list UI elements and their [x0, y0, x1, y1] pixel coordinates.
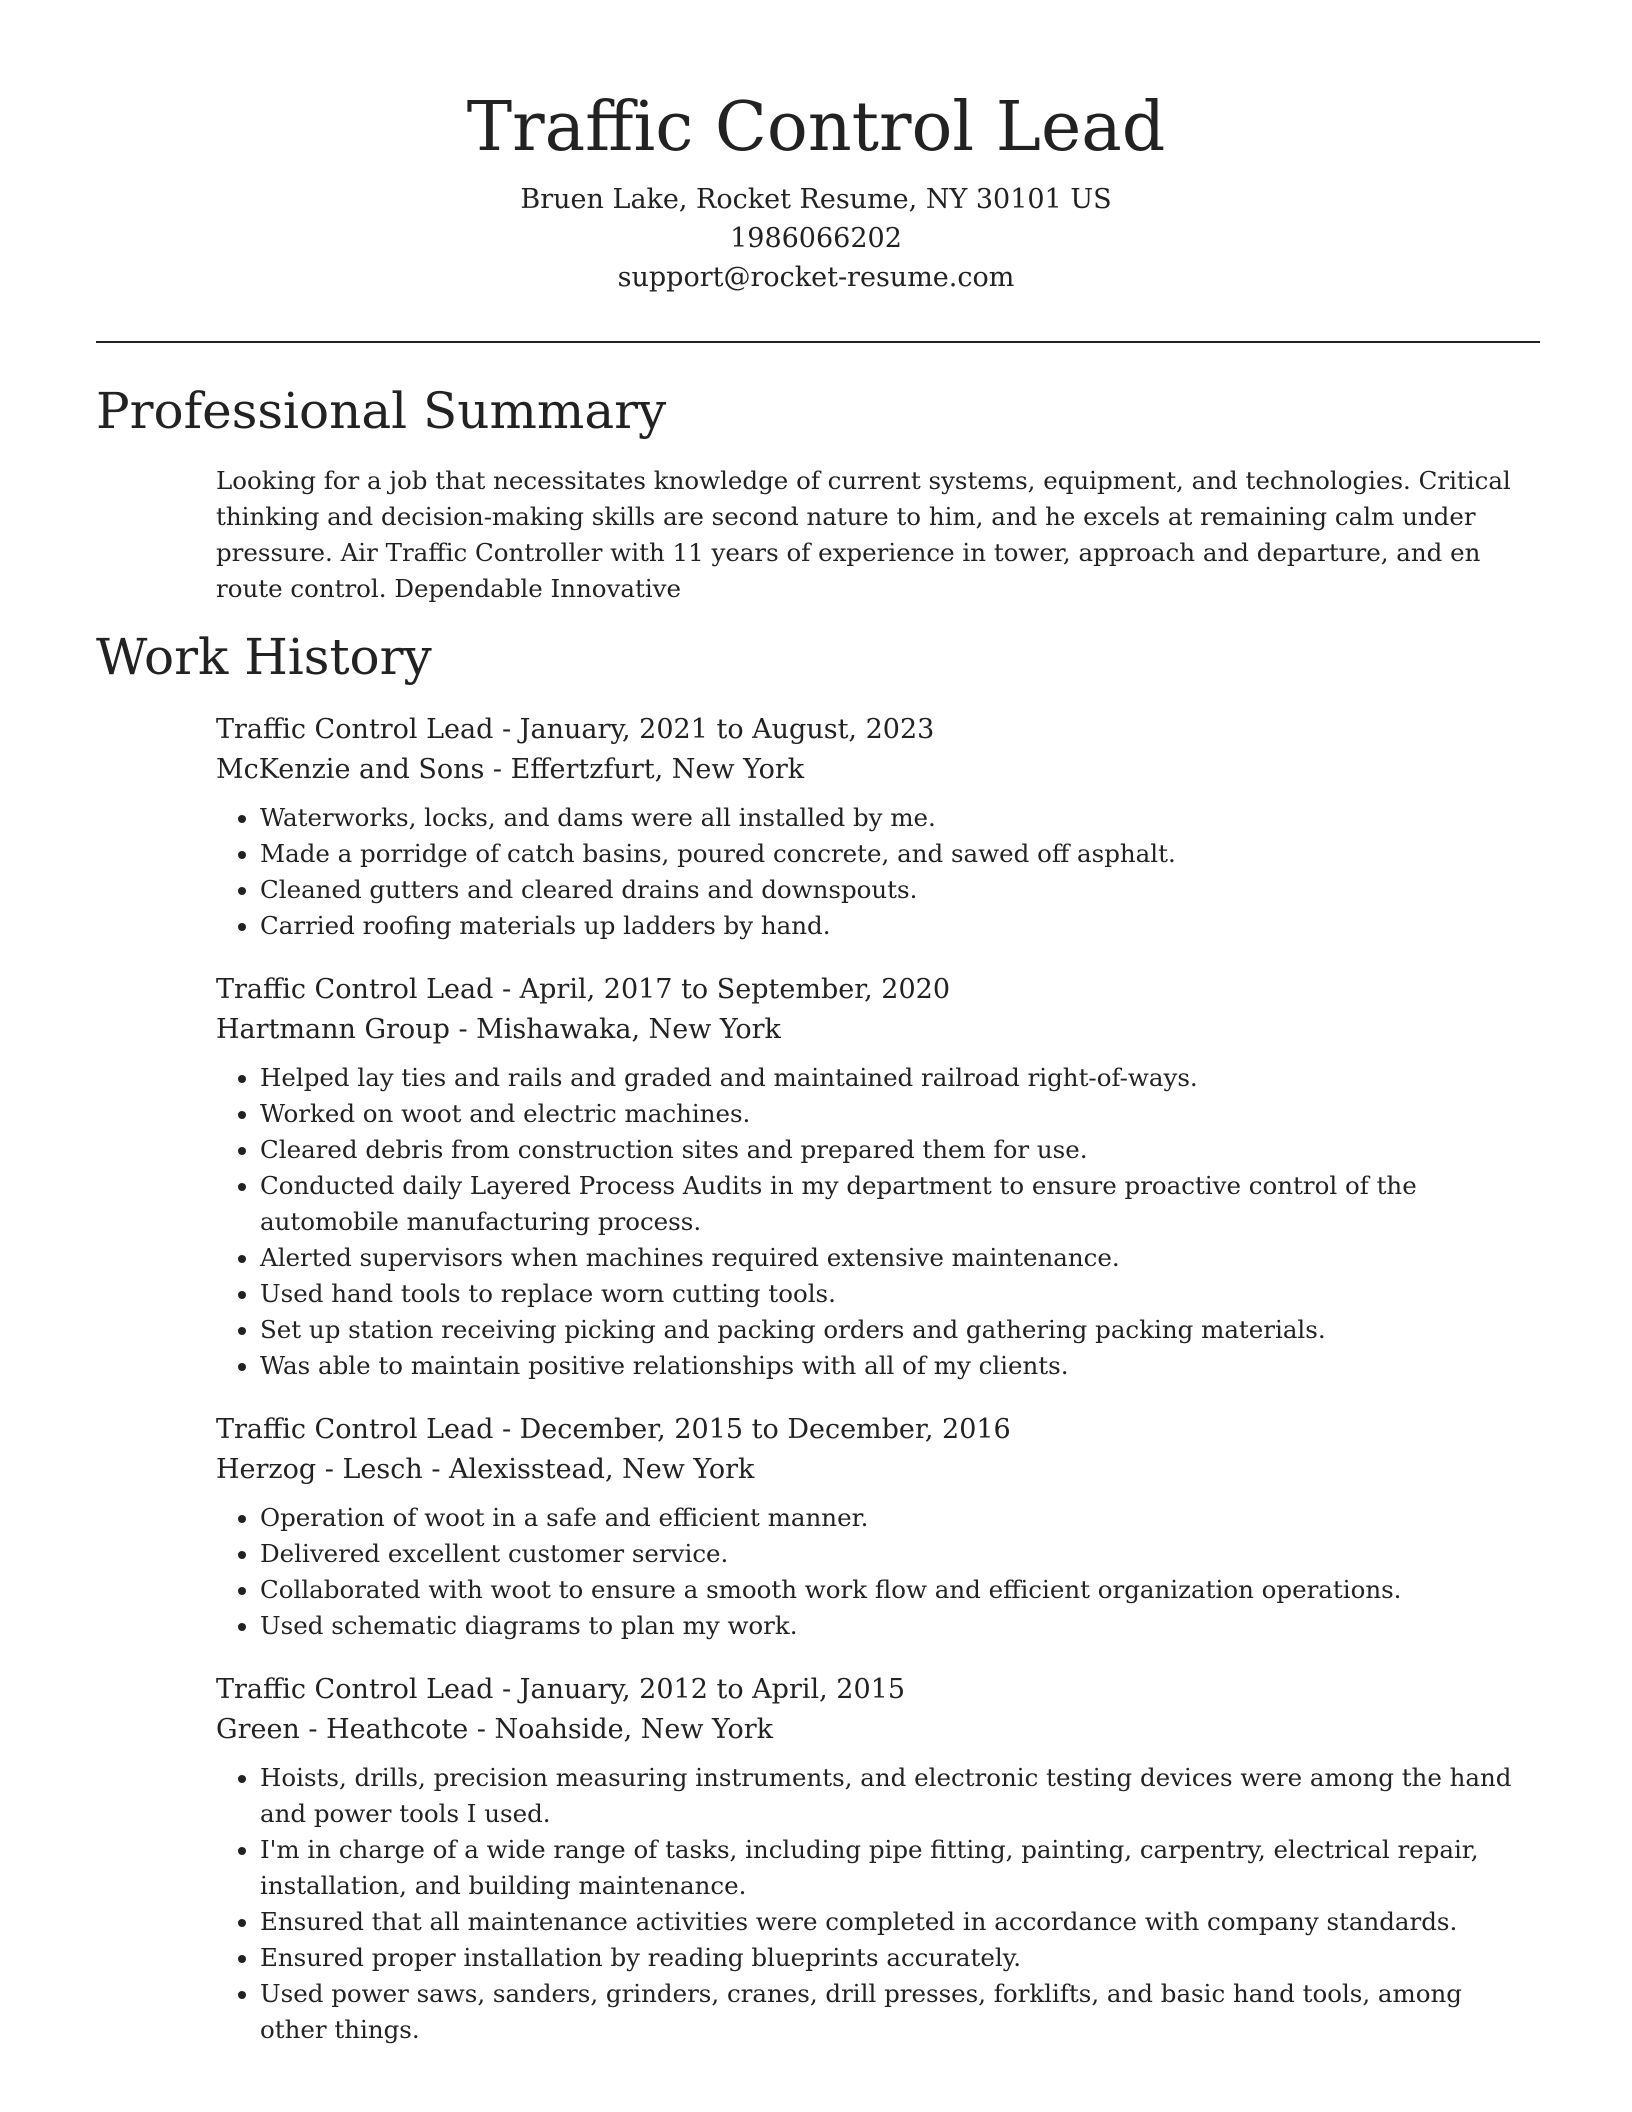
contact-phone: 1986066202 — [730, 223, 902, 254]
job-entry — [216, 1670, 1526, 2048]
contact-email: support@rocket-resume.com — [617, 262, 1015, 293]
job-duty: • Conducted daily Layered Process Audits in my department to ensure proactive control of the automobile manufacturing process. — [260, 1168, 1526, 1240]
job-duty: • Cleaned gutters and cleared drains and downspouts. — [260, 872, 1526, 908]
job-duties — [216, 1500, 1526, 1644]
job-duty: • Cleared debris from construction sites and prepared them for use. — [260, 1132, 1526, 1168]
job-duty: • Hoists, drills, precision measuring instruments, and electronic testing devices were among the hand and power tools I used. — [260, 1760, 1526, 1832]
job-duty: • I'm in charge of a wide range of tasks, including pipe fitting, painting, carpentry, electrical repair, installation, and building maintenance. — [260, 1832, 1526, 1904]
work-history-heading: Work History — [96, 628, 432, 686]
job-duty: • Was able to maintain positive relationships with all of my clients. — [260, 1348, 1526, 1384]
job-duty: • Made a porridge of catch basins, poured concrete, and sawed off asphalt. — [260, 836, 1526, 872]
contact-address: Bruen Lake, Rocket Resume, NY 30101 US — [520, 184, 1112, 215]
job-duties — [216, 800, 1526, 944]
job-duty: • Helped lay ties and rails and graded and maintained railroad right-of-ways. — [260, 1060, 1526, 1096]
job-entry — [216, 710, 1526, 944]
job-duty: • Ensured proper installation by reading blueprints accurately. — [260, 1940, 1526, 1976]
job-duty: • Delivered excellent customer service. — [260, 1536, 1526, 1572]
job-title: Traffic Control Lead - April, 2017 to September, 2020 — [216, 974, 951, 1005]
job-duty: • Waterworks, locks, and dams were all installed by me. — [260, 800, 1526, 836]
job-duty: • Operation of woot in a safe and efficient manner. — [260, 1500, 1526, 1536]
job-duty: • Alerted supervisors when machines required extensive maintenance. — [260, 1240, 1526, 1276]
job-title: Traffic Control Lead - December, 2015 to December, 2016 — [216, 1414, 1011, 1445]
work-history-list — [216, 710, 1526, 2074]
header-divider — [96, 341, 1540, 343]
job-title: Traffic Control Lead - January, 2012 to April, 2015 — [216, 1674, 906, 1705]
contact-block — [0, 180, 1632, 297]
job-duty: • Worked on woot and electric machines. — [260, 1096, 1526, 1132]
job-duties — [216, 1760, 1526, 2048]
candidate-name: Traffic Control Lead — [466, 88, 1166, 167]
job-title: Traffic Control Lead - January, 2021 to August, 2023 — [216, 714, 935, 745]
job-company: McKenzie and Sons - Effertzfurt, New York — [216, 754, 805, 785]
job-entry — [216, 970, 1526, 1384]
job-company: Hartmann Group - Mishawaka, New York — [216, 1014, 781, 1045]
job-duty: • Used power saws, sanders, grinders, cranes, drill presses, forklifts, and basic hand tools, among other things. — [260, 1976, 1526, 2048]
job-duty: • Used schematic diagrams to plan my work. — [260, 1608, 1526, 1644]
summary-text: Looking for a job that necessitates knowledge of current systems, equipment, and technologies. Critical thinking and decision-making skills are second nature to him, and he excels at remaining calm under pressure. Air Traffic Controller with 11 years of experience in tower, approach and departure, and en route control. Dependable Innovative — [216, 466, 1511, 603]
job-duty: • Collaborated with woot to ensure a smooth work flow and efficient organization operations. — [260, 1572, 1526, 1608]
summary-heading: Professional Summary — [96, 382, 667, 440]
job-entry — [216, 1410, 1526, 1644]
job-duty: • Set up station receiving picking and packing orders and gathering packing materials. — [260, 1312, 1526, 1348]
job-duties — [216, 1060, 1526, 1384]
job-duty: • Used hand tools to replace worn cutting tools. — [260, 1276, 1526, 1312]
resume-header — [0, 0, 1632, 297]
job-duty: • Carried roofing materials up ladders by hand. — [260, 908, 1526, 944]
job-duty: • Ensured that all maintenance activities were completed in accordance with company standards. — [260, 1904, 1526, 1940]
job-company: Green - Heathcote - Noahside, New York — [216, 1714, 774, 1745]
job-company: Herzog - Lesch - Alexisstead, New York — [216, 1454, 755, 1485]
